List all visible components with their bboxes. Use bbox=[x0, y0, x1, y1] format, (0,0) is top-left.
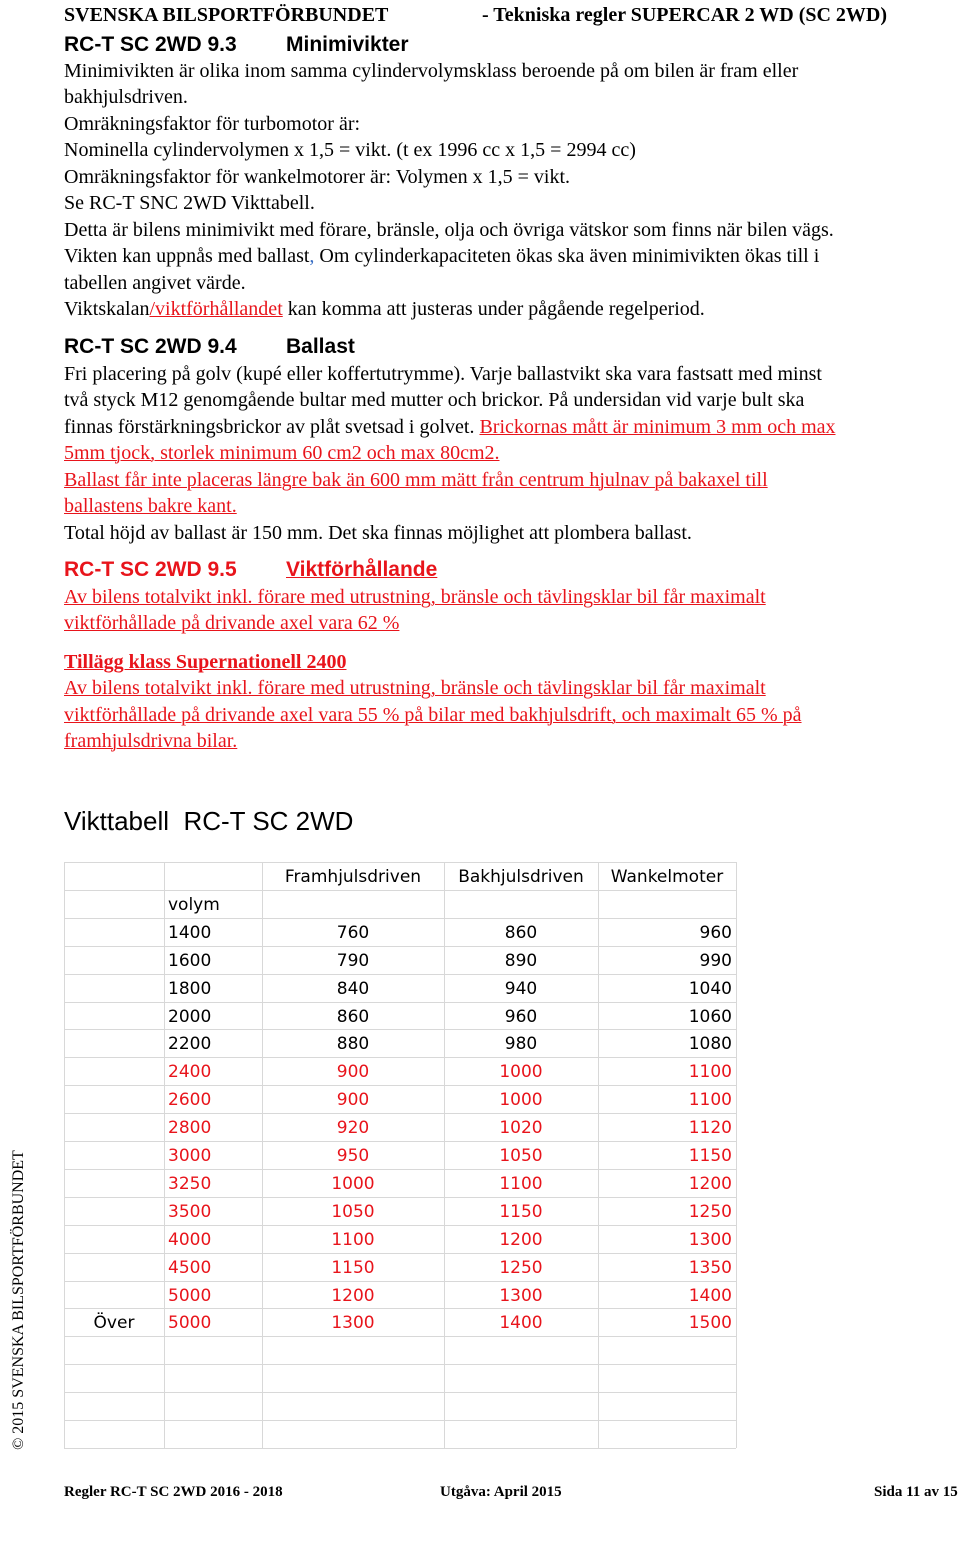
section-heading-9-4 bbox=[64, 335, 355, 359]
wankel-cell: 1040 bbox=[688, 979, 732, 999]
front-wheel-cell: 880 bbox=[336, 1034, 370, 1054]
revised-text: Brickornas mått är minimum 3 mm och max bbox=[479, 416, 836, 438]
section-heading-9-5 bbox=[64, 558, 437, 582]
volume-cell: 1800 bbox=[168, 979, 212, 999]
header-doc: - Tekniska regler SUPERCAR 2 WD (SC 2WD) bbox=[482, 4, 888, 26]
front-wheel-cell: 1300 bbox=[331, 1313, 375, 1333]
revised-text: 5mm tjock, storlek minimum 60 cm2 och max 80cm2. bbox=[64, 442, 500, 464]
text-line bbox=[64, 297, 705, 321]
section-title: Ballast bbox=[286, 335, 355, 358]
front-wheel-cell: 760 bbox=[336, 923, 370, 943]
rear-wheel-cell: 1050 bbox=[499, 1146, 543, 1166]
text-line: Nominella cylindervolymen x 1,5 = vikt. (t ex 1996 cc x 1,5 = 2994 cc) bbox=[64, 139, 636, 161]
revised-text: viktförhållade på drivande axel vara 62 % bbox=[64, 612, 400, 634]
text-span: Vikten kan uppnås med ballast bbox=[64, 245, 310, 267]
wankel-cell: 1100 bbox=[688, 1062, 732, 1082]
text-line: Total höjd av ballast är 150 mm. Det ska finnas möjlighet att plombera ballast. bbox=[64, 522, 692, 544]
revised-text: ballastens bakre kant. bbox=[64, 495, 237, 517]
front-wheel-cell: 1150 bbox=[331, 1258, 375, 1278]
wankel-cell: 960 bbox=[699, 923, 732, 943]
wankel-cell: 1400 bbox=[688, 1286, 732, 1306]
subheading-supernationell: Tillägg klass Supernationell 2400 bbox=[64, 651, 347, 673]
volume-cell: 2400 bbox=[168, 1062, 212, 1082]
volume-cell: 3250 bbox=[168, 1174, 212, 1194]
volume-cell: 2000 bbox=[168, 1007, 212, 1027]
text-span: Om cylinderkapaciteten ökas ska även minimivikten ökas till i bbox=[319, 245, 820, 267]
wankel-cell: 990 bbox=[699, 951, 732, 971]
revised-text: Ballast får inte placeras längre bak än 600 mm mätt från centrum hjulnav på bakaxel till bbox=[64, 469, 768, 491]
rear-wheel-cell: 1300 bbox=[499, 1286, 543, 1306]
front-wheel-cell: 1050 bbox=[331, 1202, 375, 1222]
text-line: tabellen angivet värde. bbox=[64, 272, 246, 294]
sidebar-copyright: © 2015 SVENSKA BILSPORTFÖRBUNDET bbox=[10, 1150, 27, 1450]
text-line: två styck M12 genomgående bultar med mutter och brickor. På undersidan vid varje bult ska bbox=[64, 389, 805, 411]
table-title: Vikttabell RC-T SC 2WD bbox=[64, 806, 354, 836]
volume-cell: 2800 bbox=[168, 1118, 212, 1138]
wankel-cell: 1350 bbox=[688, 1258, 732, 1278]
column-header: Framhjulsdriven bbox=[284, 867, 422, 887]
revised-text: viktförhållade på drivande axel vara 55 % på bilar med bakhjulsdrift, och maximalt 65 % på bbox=[64, 704, 802, 726]
section-number: RC-T SC 2WD 9.4 bbox=[64, 335, 237, 358]
wankel-cell: 1150 bbox=[688, 1146, 732, 1166]
table-grid-line bbox=[64, 1448, 736, 1449]
rear-wheel-cell: 960 bbox=[504, 1007, 538, 1027]
footer-left: Regler RC-T SC 2WD 2016 - 2018 bbox=[64, 1484, 283, 1500]
wankel-cell: 1060 bbox=[688, 1007, 732, 1027]
rear-wheel-cell: 1150 bbox=[499, 1202, 543, 1222]
header-org: SVENSKA BILSPORTFÖRBUNDET bbox=[64, 4, 389, 26]
table-grid-line bbox=[736, 862, 737, 1448]
front-wheel-cell: 950 bbox=[336, 1146, 370, 1166]
section-number: RC-T SC 2WD 9.5 bbox=[64, 558, 237, 581]
rear-wheel-cell: 860 bbox=[504, 923, 538, 943]
table-grid-line bbox=[598, 862, 599, 1448]
text-comma: , bbox=[309, 245, 315, 267]
volume-cell: 4500 bbox=[168, 1258, 212, 1278]
text-line: Se RC-T SNC 2WD Vikttabell. bbox=[64, 192, 315, 214]
table-grid-line bbox=[64, 862, 65, 1448]
row-prefix: Över bbox=[93, 1313, 135, 1333]
front-wheel-cell: 860 bbox=[336, 1007, 370, 1027]
rear-wheel-cell: 890 bbox=[504, 951, 538, 971]
text-line: Fri placering på golv (kupé eller koffertutrymme). Varje ballastvikt ska vara fastsatt med minst bbox=[64, 363, 822, 385]
volume-cell: 4000 bbox=[168, 1230, 212, 1250]
wankel-cell: 1100 bbox=[688, 1090, 732, 1110]
front-wheel-cell: 1200 bbox=[331, 1286, 375, 1306]
text-line: Detta är bilens minimivikt med förare, bränsle, olja och övriga vätskor som finns när bilen vägs. bbox=[64, 219, 834, 241]
front-wheel-cell: 790 bbox=[336, 951, 370, 971]
revised-text: Av bilens totalvikt inkl. förare med utrustning, bränsle och tävlingsklar bil får maximalt bbox=[64, 677, 766, 699]
footer-right: Sida 11 av 15 bbox=[874, 1484, 958, 1500]
wankel-cell: 1200 bbox=[688, 1174, 732, 1194]
text-line bbox=[64, 244, 819, 268]
table-grid-line bbox=[444, 862, 445, 1448]
front-wheel-cell: 900 bbox=[336, 1062, 370, 1082]
volume-cell: 2600 bbox=[168, 1090, 212, 1110]
column-header: Wankelmoter bbox=[610, 867, 724, 887]
rear-wheel-cell: 1400 bbox=[499, 1313, 543, 1333]
volume-cell: 1600 bbox=[168, 951, 212, 971]
table-grid-line bbox=[164, 862, 165, 1448]
wankel-cell: 1120 bbox=[688, 1118, 732, 1138]
text-line: Omräkningsfaktor för turbomotor är: bbox=[64, 113, 361, 135]
column-header: Bakhjulsdriven bbox=[458, 867, 584, 887]
rear-wheel-cell: 1000 bbox=[499, 1062, 543, 1082]
volume-cell: 1400 bbox=[168, 923, 212, 943]
footer-mid: Utgåva: April 2015 bbox=[440, 1484, 562, 1500]
front-wheel-cell: 900 bbox=[336, 1090, 370, 1110]
front-wheel-cell: 840 bbox=[336, 979, 370, 999]
weight-table bbox=[64, 862, 736, 1448]
rear-wheel-cell: 1200 bbox=[499, 1230, 543, 1250]
volume-cell: 5000 bbox=[168, 1286, 212, 1306]
wankel-cell: 1250 bbox=[688, 1202, 732, 1222]
text-line: bakhjulsdriven. bbox=[64, 86, 188, 108]
revised-text: framhjulsdrivna bilar. bbox=[64, 730, 238, 752]
wankel-cell: 1080 bbox=[688, 1034, 732, 1054]
volume-cell: 5000 bbox=[168, 1313, 212, 1333]
text-line bbox=[64, 415, 836, 439]
rear-wheel-cell: 940 bbox=[504, 979, 538, 999]
text-span: kan komma att justeras under pågående regelperiod. bbox=[287, 298, 705, 320]
section-title: Viktförhållande bbox=[286, 558, 438, 581]
table-grid-line bbox=[262, 862, 263, 1448]
wankel-cell: 1300 bbox=[688, 1230, 732, 1250]
front-wheel-cell: 1100 bbox=[331, 1230, 375, 1250]
revised-text: /viktförhållandet bbox=[149, 298, 283, 320]
rear-wheel-cell: 1020 bbox=[499, 1118, 543, 1138]
rear-wheel-cell: 1000 bbox=[499, 1090, 543, 1110]
rear-wheel-cell: 980 bbox=[504, 1034, 538, 1054]
volume-cell: 3000 bbox=[168, 1146, 212, 1166]
section-heading-9-3 bbox=[64, 33, 409, 57]
text-span: Viktskalan bbox=[64, 298, 150, 320]
rear-wheel-cell: 1250 bbox=[499, 1258, 543, 1278]
text-line: Minimivikten är olika inom samma cylindervolymsklass beroende på om bilen är fram eller bbox=[64, 60, 799, 82]
row-header: volym bbox=[168, 895, 220, 915]
text-line: Omräkningsfaktor för wankelmotorer är: Volymen x 1,5 = vikt. bbox=[64, 166, 570, 188]
revised-text: Av bilens totalvikt inkl. förare med utrustning, bränsle och tävlingsklar bil får maximalt bbox=[64, 586, 766, 608]
rear-wheel-cell: 1100 bbox=[499, 1174, 543, 1194]
front-wheel-cell: 1000 bbox=[331, 1174, 375, 1194]
text-span: finnas förstärkningsbrickor av plåt svetsad i golvet. bbox=[64, 416, 475, 438]
wankel-cell: 1500 bbox=[688, 1313, 732, 1333]
volume-cell: 3500 bbox=[168, 1202, 212, 1222]
section-number: RC-T SC 2WD 9.3 bbox=[64, 33, 237, 56]
volume-cell: 2200 bbox=[168, 1034, 212, 1054]
front-wheel-cell: 920 bbox=[336, 1118, 370, 1138]
section-title: Minimivikter bbox=[286, 33, 409, 56]
